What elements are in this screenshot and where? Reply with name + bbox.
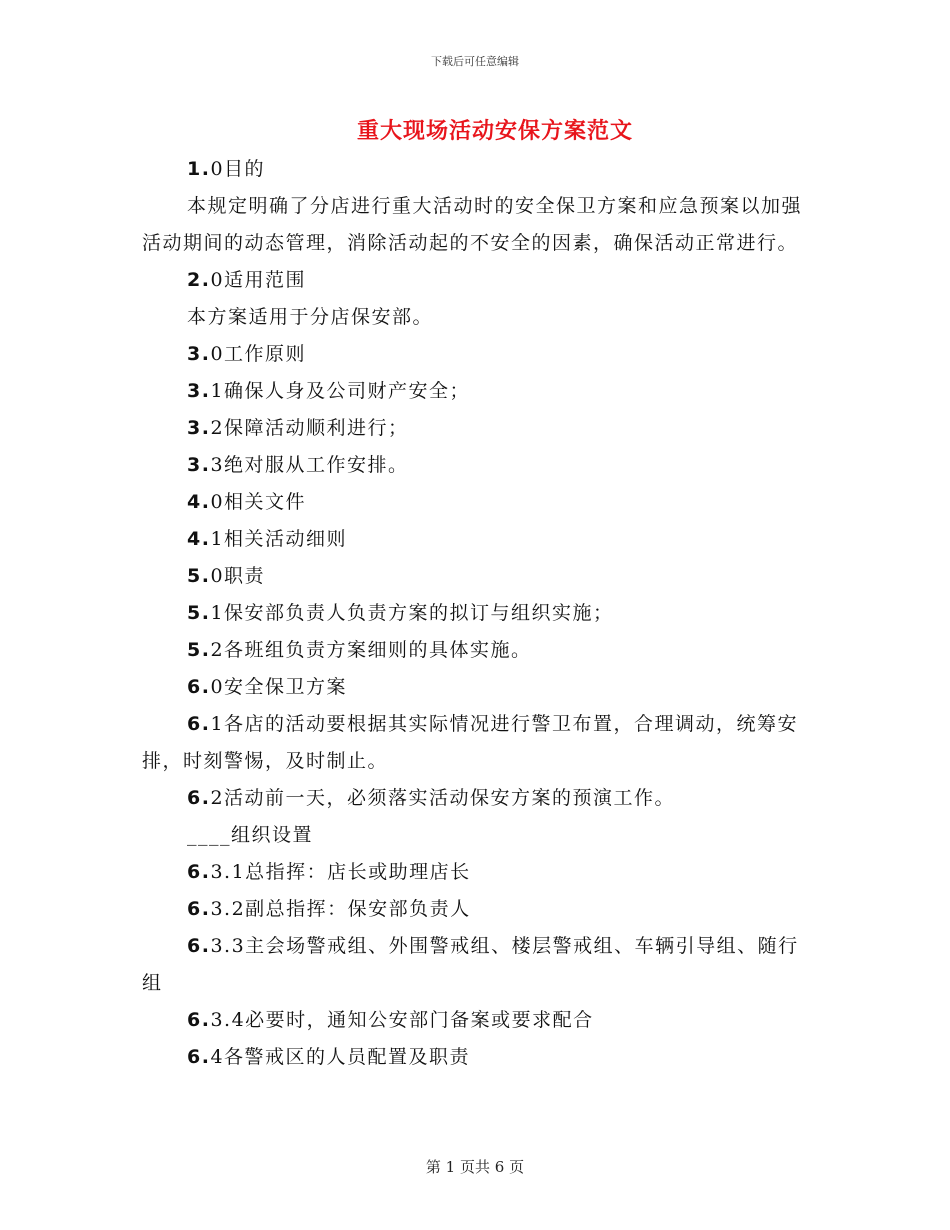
paragraph: [142, 336, 812, 373]
section-number: 6.: [187, 898, 211, 920]
paragraph-text: 3.1总指挥：店长或助理店长: [210, 861, 471, 883]
paragraph-text: 0适用范围: [210, 269, 307, 291]
section-number: 3.: [187, 417, 211, 439]
paragraph-text: 1各店的活动要根据其实际情况进行警卫布置，合理调动，统筹安排，时刻警惕，及时制止。: [142, 713, 799, 772]
section-number: 5.: [187, 639, 211, 661]
page-number-footer: 第 1 页共 6 页: [425, 1158, 525, 1176]
paragraph-text: 0职责: [210, 565, 266, 587]
paragraph: [142, 373, 812, 410]
paragraph-text: 0安全保卫方案: [210, 676, 348, 698]
paragraph: [142, 928, 812, 1002]
section-number: 4.: [187, 528, 211, 550]
paragraph: [142, 595, 812, 632]
paragraph: [142, 780, 812, 817]
paragraph: [142, 632, 812, 669]
paragraph-text: 4各警戒区的人员配置及职责: [210, 1046, 471, 1068]
paragraph: [142, 1002, 812, 1039]
section-number: 3.: [187, 380, 211, 402]
paragraph-text: 2各班组负责方案细则的具体实施。: [210, 639, 532, 661]
section-number: 3.: [187, 454, 211, 476]
section-number: 2.: [187, 269, 211, 291]
paragraph-text: 3.4必要时，通知公安部门备案或要求配合: [210, 1009, 594, 1031]
paragraph-text: 3绝对服从工作安排。: [210, 454, 409, 476]
paragraph-text: 2活动前一天，必须落实活动保安方案的预演工作。: [210, 787, 676, 809]
paragraph-text: 1确保人身及公司财产安全；: [210, 380, 471, 402]
paragraph-text: 0相关文件: [210, 491, 307, 513]
paragraph: [142, 706, 812, 780]
paragraph-text: 2保障活动顺利进行；: [210, 417, 409, 439]
document-body: [142, 151, 812, 1076]
document-title: 重大现场活动安保方案范文: [356, 118, 633, 144]
section-number: 6.: [187, 935, 211, 957]
paragraph: [142, 447, 812, 484]
section-number: 5.: [187, 565, 211, 587]
section-number: 4.: [187, 491, 211, 513]
paragraph-text: 0目的: [210, 158, 266, 180]
paragraph-text: 本规定明确了分店进行重大活动时的安全保卫方案和应急预案以加强活动期间的动态管理，消除活动起的不安全的因素，确保活动正常进行。: [142, 195, 803, 254]
paragraph-text: 1保安部负责人负责方案的拟订与组织实施；: [210, 602, 614, 624]
section-number: 6.: [187, 787, 211, 809]
paragraph: [142, 854, 812, 891]
section-number: 6.: [187, 1009, 211, 1031]
section-number: 6.: [187, 713, 211, 735]
page-header-note: 下载后可任意编辑: [431, 55, 519, 68]
paragraph: [142, 1039, 812, 1076]
paragraph: [142, 299, 812, 336]
section-number: 5.: [187, 602, 211, 624]
paragraph: [142, 558, 812, 595]
section-number: 6.: [187, 861, 211, 883]
paragraph: [142, 188, 812, 262]
paragraph: [142, 891, 812, 928]
paragraph-text: ____组织设置: [187, 824, 314, 846]
paragraph: [142, 669, 812, 706]
paragraph: [142, 521, 812, 558]
paragraph: [142, 151, 812, 188]
paragraph-text: 3.3主会场警戒组、外围警戒组、楼层警戒组、车辆引导组、随行组: [142, 935, 799, 994]
section-number: 6.: [187, 1046, 211, 1068]
paragraph-text: 本方案适用于分店保安部。: [187, 306, 434, 328]
paragraph: [142, 262, 812, 299]
section-number: 1.: [187, 158, 211, 180]
paragraph: [142, 410, 812, 447]
paragraph-text: 3.2副总指挥：保安部负责人: [210, 898, 471, 920]
section-number: 6.: [187, 676, 211, 698]
paragraph-text: 1相关活动细则: [210, 528, 348, 550]
paragraph: [142, 817, 812, 854]
paragraph-text: 0工作原则: [210, 343, 307, 365]
paragraph: [142, 484, 812, 521]
section-number: 3.: [187, 343, 211, 365]
